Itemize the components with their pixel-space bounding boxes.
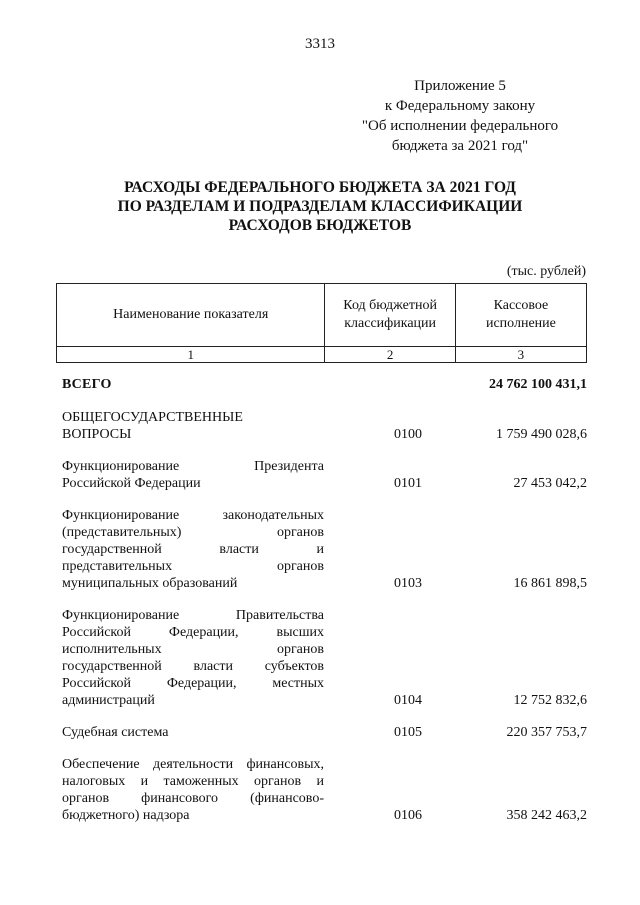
row-name-word: деятельности xyxy=(152,757,234,772)
row-name-word: финансовых, xyxy=(246,757,324,772)
row-name-word: органов xyxy=(276,525,324,540)
row-name-line xyxy=(62,541,324,558)
row-value: 1 759 490 028,6 xyxy=(496,427,587,442)
header-value-column xyxy=(455,284,586,347)
row-name-word: Федерации, xyxy=(168,625,239,640)
row-value: 27 453 042,2 xyxy=(513,476,587,491)
row-code: 0101 xyxy=(394,476,422,491)
row-name-word: (финансово- xyxy=(250,791,324,806)
row-name-word: Правительства xyxy=(235,608,324,623)
row-name-word: государственной xyxy=(62,542,162,557)
row-name-word: Российской xyxy=(62,676,131,691)
column-number: 3 xyxy=(455,347,586,363)
row-value: 16 861 898,5 xyxy=(513,576,587,591)
row-name-line: Российской Федерации xyxy=(62,476,201,491)
row-name-word: и xyxy=(140,774,149,789)
row-name-line: ВОПРОСЫ xyxy=(62,427,132,442)
row-name xyxy=(62,756,324,824)
row-code: 0100 xyxy=(394,427,422,442)
document-title xyxy=(0,178,640,235)
row-name xyxy=(62,409,324,443)
row-name-word: исполнительных xyxy=(62,642,162,657)
header-code-line: классификации xyxy=(344,316,437,331)
row-name-word: финансового xyxy=(141,791,219,806)
row-name-word: государственной xyxy=(62,659,162,674)
row-name-word: налоговых xyxy=(62,774,126,789)
header-name-column: Наименование показателя xyxy=(57,284,325,347)
row-name-word: власти xyxy=(193,659,233,674)
header-code-line: Код бюджетной xyxy=(343,298,437,313)
row-name-word: высших xyxy=(276,625,324,640)
table-row xyxy=(62,458,587,492)
row-name-word: представительных xyxy=(62,559,173,574)
row-value: 24 762 100 431,1 xyxy=(489,377,587,392)
row-code: 0104 xyxy=(394,693,422,708)
row-name-line xyxy=(62,773,324,790)
page-number: 3313 xyxy=(305,36,335,52)
row-name-line xyxy=(62,507,324,524)
row-code: 0103 xyxy=(394,576,422,591)
appendix-line: "Об исполнении федерального xyxy=(361,118,559,134)
appendix-line: Приложение 5 xyxy=(414,78,506,94)
row-name-word: Функционирование xyxy=(62,508,180,523)
table-body xyxy=(62,376,587,839)
row-name-word: субъектов xyxy=(264,659,324,674)
title-line: РАСХОДОВ БЮДЖЕТОВ xyxy=(228,217,412,234)
row-name-line: администраций xyxy=(62,693,155,708)
row-name xyxy=(62,607,324,709)
row-name xyxy=(62,724,324,741)
header-code-column xyxy=(325,284,455,347)
row-name-word: Обеспечение xyxy=(62,757,140,772)
table-row xyxy=(62,607,587,709)
row-code: 0105 xyxy=(394,725,422,740)
row-name-line: муниципальных образований xyxy=(62,576,238,591)
row-name-line xyxy=(62,558,324,575)
column-number: 1 xyxy=(57,347,325,363)
row-name-word: Российской xyxy=(62,625,131,640)
row-name xyxy=(62,458,324,492)
row-value: 358 242 463,2 xyxy=(506,808,587,823)
title-line: ПО РАЗДЕЛАМ И ПОДРАЗДЕЛАМ КЛАССИФИКАЦИИ xyxy=(117,198,523,215)
table-row xyxy=(62,409,587,443)
row-name-word: (представительных) xyxy=(62,525,182,540)
row-name-line xyxy=(62,607,324,624)
row-name-line xyxy=(62,458,324,475)
row-name-word: власти xyxy=(219,542,259,557)
row-name-word: местных xyxy=(272,676,324,691)
appendix-note xyxy=(340,76,580,156)
row-name-line: бюджетного) надзора xyxy=(62,808,190,823)
row-name-line xyxy=(62,658,324,675)
title-line: РАСХОДЫ ФЕДЕРАЛЬНОГО БЮДЖЕТА ЗА 2021 ГОД xyxy=(124,179,516,196)
row-name-line xyxy=(62,675,324,692)
row-name-word: и xyxy=(316,774,324,789)
header-value-line: Кассовое xyxy=(493,298,549,313)
row-name-word: и xyxy=(316,542,324,557)
row-name-word: органов xyxy=(62,791,110,806)
row-name-line xyxy=(62,756,324,773)
row-name-word: Федерации, xyxy=(166,676,237,691)
header-value-line: исполнение xyxy=(485,316,556,331)
row-name-word: Функционирование xyxy=(62,459,180,474)
table-row xyxy=(62,507,587,592)
row-name-word: органов xyxy=(276,559,324,574)
row-name-line: Судебная система xyxy=(62,725,169,740)
header-row xyxy=(57,284,587,347)
row-name: ВСЕГО xyxy=(62,377,112,392)
row-name-line: ОБЩЕГОСУДАРСТВЕННЫЕ xyxy=(62,410,243,425)
row-name-line xyxy=(62,624,324,641)
table-row xyxy=(62,756,587,824)
row-name-word: органов xyxy=(276,642,324,657)
row-name-line xyxy=(62,641,324,658)
column-number-row xyxy=(57,347,587,363)
table-header xyxy=(56,283,587,363)
row-name-word: законодательных xyxy=(222,508,324,523)
row-name-word: Президента xyxy=(254,459,324,474)
appendix-line: бюджета за 2021 год" xyxy=(391,138,529,154)
row-value: 12 752 832,6 xyxy=(513,693,587,708)
row-name-line xyxy=(62,524,324,541)
appendix-line: к Федеральному закону xyxy=(384,98,536,114)
column-number: 2 xyxy=(325,347,455,363)
row-name-line xyxy=(62,790,324,807)
table-row xyxy=(62,724,587,741)
row-name-word: таможенных xyxy=(163,774,239,789)
row-code: 0106 xyxy=(394,808,422,823)
row-name-word: органов xyxy=(254,774,302,789)
unit-note: (тыс. рублей) xyxy=(506,264,586,279)
row-name xyxy=(62,507,324,592)
row-name-word: Функционирование xyxy=(62,608,180,623)
row-value: 220 357 753,7 xyxy=(506,725,587,740)
total-row xyxy=(62,376,587,393)
